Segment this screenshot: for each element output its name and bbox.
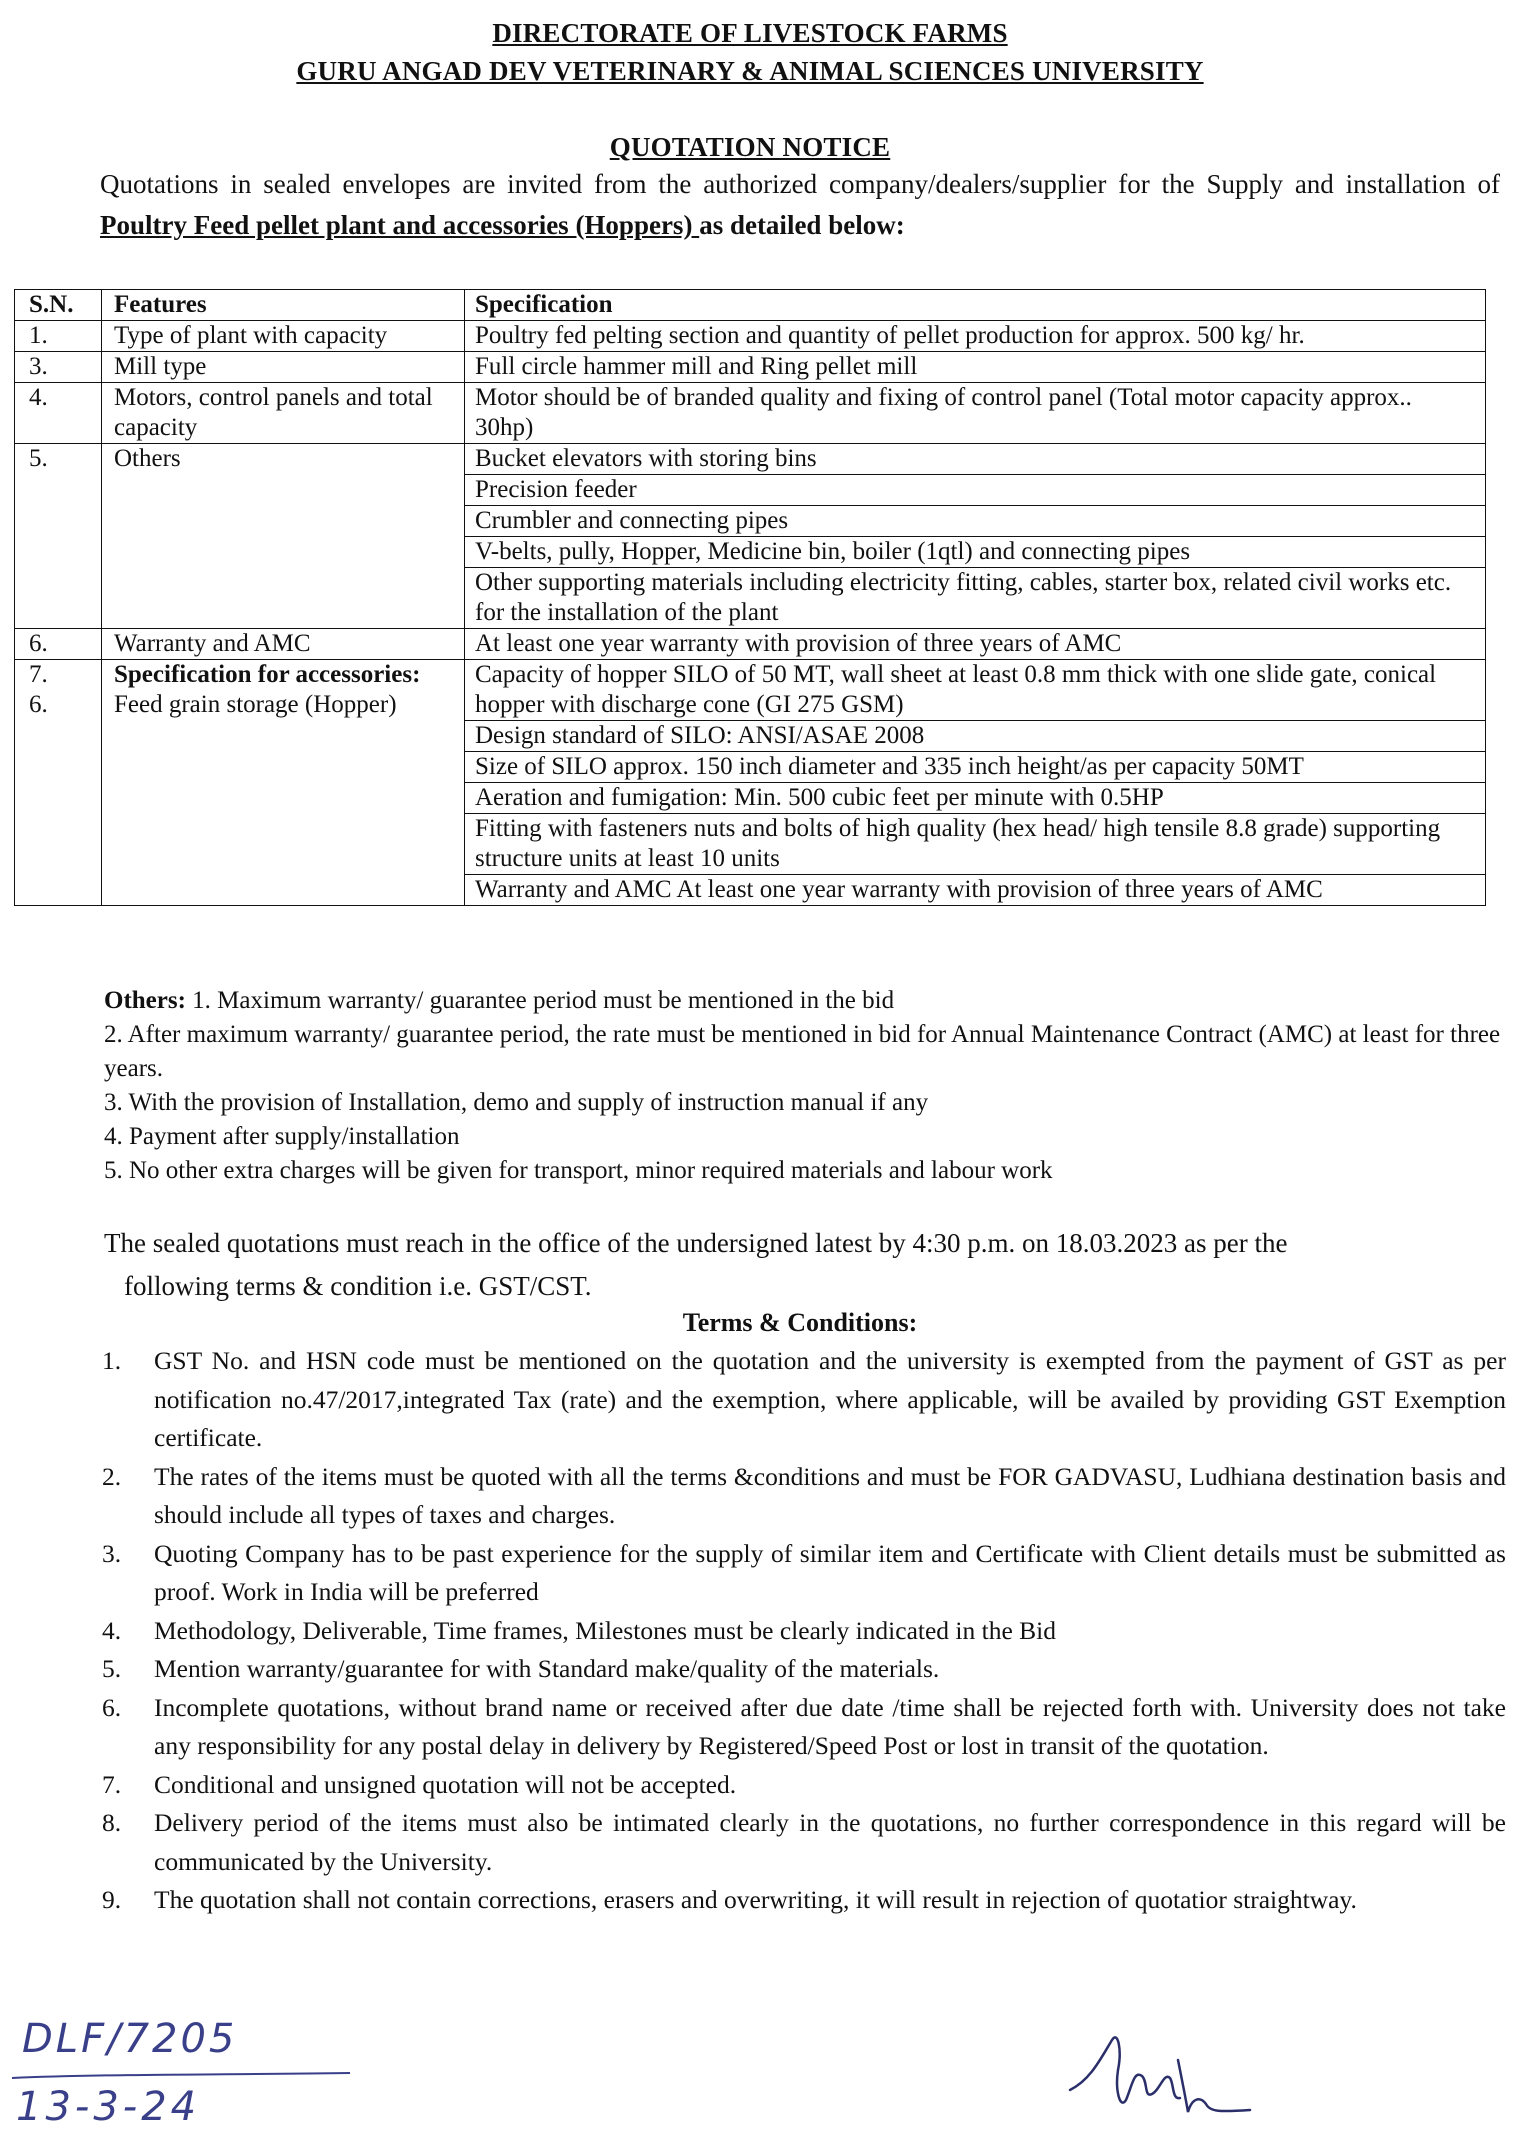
deadline-line-1: The sealed quotations must reach in the office of the undersigned latest by 4:30 p.m. on 18.03.2023 as per the bbox=[104, 1228, 1288, 1258]
table-header-row bbox=[15, 290, 1486, 321]
row-spec: Fitting with fasteners nuts and bolts of high quality (hex head/ high tensile 8.8 grade) supporting structure units at least 10 units bbox=[465, 814, 1486, 875]
row-feature: Others bbox=[102, 444, 465, 629]
row-spec: Full circle hammer mill and Ring pellet mill bbox=[465, 352, 1486, 383]
intro-paragraph bbox=[100, 164, 1500, 246]
term-number: 9. bbox=[102, 1885, 122, 1914]
others-item: 3. With the provision of Installation, demo and supply of instruction manual if any bbox=[104, 1089, 929, 1116]
term-text: The rates of the items must be quoted with all the terms &conditions and must be FOR GADVASU, Ludhiana destination basis and should include all types of taxes and charges. bbox=[154, 1461, 1506, 1529]
signature bbox=[1060, 2020, 1260, 2130]
table-row bbox=[15, 629, 1486, 660]
others-label: Others: bbox=[104, 987, 186, 1014]
list-item bbox=[102, 1881, 1506, 1920]
term-text: Methodology, Deliverable, Time frames, Milestones must be clearly indicated in the Bid bbox=[154, 1615, 1057, 1645]
table-row bbox=[15, 444, 1486, 475]
table-row bbox=[15, 321, 1486, 352]
row-spec: Capacity of hopper SILO of 50 MT, wall sheet at least 0.8 mm thick with one slide gate, conical hopper with discharge cone (GI 275 GSM) bbox=[465, 660, 1486, 721]
row-feature bbox=[102, 660, 465, 906]
row-spec: Size of SILO approx. 150 inch diameter and 335 inch height/as per capacity 50MT bbox=[465, 752, 1486, 783]
term-number: 3. bbox=[102, 1538, 122, 1568]
university-heading: GURU ANGAD DEV VETERINARY & ANIMAL SCIENCES UNIVERSITY bbox=[296, 56, 1204, 86]
term-text: Delivery period of the items must also be intimated clearly in the quotations, no further correspondence in this regard will be communicated by the University. bbox=[154, 1808, 1506, 1876]
row-spec: Precision feeder bbox=[465, 475, 1486, 506]
others-item: 5. No other extra charges will be given for transport, minor required materials and labour work bbox=[104, 1157, 1053, 1184]
list-item bbox=[102, 1650, 1506, 1689]
list-item bbox=[102, 1766, 1506, 1805]
row-spec: Design standard of SILO: ANSI/ASAE 2008 bbox=[465, 721, 1486, 752]
term-number: 6. bbox=[102, 1692, 122, 1722]
deadline-line-2: following terms & condition i.e. GST/CST. bbox=[124, 1271, 592, 1301]
intro-text-after: as detailed below: bbox=[699, 210, 905, 240]
term-number: 8. bbox=[102, 1808, 122, 1837]
handwritten-reference: DLF/7205 bbox=[22, 2016, 238, 2062]
row-feature: Motors, control panels and total capacity bbox=[102, 383, 465, 444]
row-feature: Mill type bbox=[102, 352, 465, 383]
list-item bbox=[102, 1458, 1506, 1535]
row-spec: Poultry fed pelting section and quantity of pellet production for approx. 500 kg/ hr. bbox=[465, 321, 1486, 352]
list-item bbox=[102, 1612, 1506, 1651]
row-spec: V-belts, pully, Hopper, Medicine bin, boiler (1qtl) and connecting pipes bbox=[465, 537, 1486, 568]
row-sn-second: 6. bbox=[29, 691, 48, 718]
list-item bbox=[102, 1689, 1506, 1766]
term-number: 1. bbox=[102, 1346, 122, 1375]
notice-title: QUOTATION NOTICE bbox=[609, 132, 891, 162]
row-sn: 5. bbox=[15, 444, 102, 629]
term-number: 4. bbox=[102, 1615, 122, 1645]
directorate-heading: DIRECTORATE OF LIVESTOCK FARMS bbox=[492, 18, 1008, 48]
row-spec: Motor should be of branded quality and fixing of control panel (Total motor capacity approx.. 30hp) bbox=[465, 383, 1486, 444]
row-sn: 3. bbox=[15, 352, 102, 383]
row-spec: Warranty and AMC At least one year warranty with provision of three years of AMC bbox=[465, 875, 1486, 906]
row-sn: 1. bbox=[15, 321, 102, 352]
list-item bbox=[102, 1804, 1506, 1881]
intro-text-before: Quotations in sealed envelopes are invited from the authorized company/dealers/supplier for the Supply and installation of bbox=[100, 169, 1500, 199]
header-sn: S.N. bbox=[15, 290, 102, 321]
others-item bbox=[104, 984, 1504, 1018]
row-spec: Aeration and fumigation: Min. 500 cubic feet per minute with 0.5HP bbox=[465, 783, 1486, 814]
header-features: Features bbox=[102, 290, 465, 321]
deadline-paragraph bbox=[104, 1222, 1504, 1308]
row-spec: Other supporting materials including electricity fitting, cables, starter box, related civil works etc. for the installation of the plant bbox=[465, 568, 1486, 629]
term-text: Quoting Company has to be past experience for the supply of similar item and Certificate with Client details must be submitted as proof. Work in India will be preferred bbox=[154, 1538, 1506, 1606]
others-section bbox=[104, 984, 1504, 1188]
terms-list bbox=[102, 1342, 1506, 1920]
intro-highlight: Poultry Feed pellet plant and accessories (Hoppers) bbox=[100, 210, 700, 240]
list-item bbox=[102, 1535, 1506, 1612]
others-item: 4. Payment after supply/installation bbox=[104, 1123, 460, 1150]
table-row bbox=[15, 383, 1486, 444]
term-number: 7. bbox=[102, 1769, 122, 1799]
term-text: Incomplete quotations, without brand name or received after due date /time shall be rejected forth with. University does not take any responsibility for any postal delay in delivery by Registered/Speed Post or lost in transit of the quotation. bbox=[154, 1692, 1506, 1760]
row-spec: Bucket elevators with storing bins bbox=[465, 444, 1486, 475]
row-feature: Type of plant with capacity bbox=[102, 321, 465, 352]
handwritten-date: 13-3-24 bbox=[16, 2084, 201, 2130]
row-sn: 6. bbox=[15, 629, 102, 660]
specification-table bbox=[14, 289, 1486, 906]
terms-title: Terms & Conditions: bbox=[682, 1308, 918, 1337]
term-text: The quotation shall not contain corrections, erasers and overwriting, it will result in rejection of quotatior straightway. bbox=[154, 1885, 1357, 1914]
row-feature-rest: Feed grain storage (Hopper) bbox=[114, 691, 397, 718]
term-number: 5. bbox=[102, 1654, 122, 1683]
term-text: Mention warranty/guarantee for with Standard make/quality of the materials. bbox=[154, 1654, 940, 1683]
row-feature: Warranty and AMC bbox=[102, 629, 465, 660]
row-spec: Crumbler and connecting pipes bbox=[465, 506, 1486, 537]
table-row bbox=[15, 660, 1486, 721]
row-spec: At least one year warranty with provision of three years of AMC bbox=[465, 629, 1486, 660]
header-specification: Specification bbox=[465, 290, 1486, 321]
table-row bbox=[15, 352, 1486, 383]
handwritten-underline bbox=[0, 2070, 360, 2084]
row-sn-first: 7. bbox=[29, 661, 48, 688]
term-text: GST No. and HSN code must be mentioned on the quotation and the university is exempted from the payment of GST as per notification no.47/2017,integrated Tax (rate) and the exemption, where applicable, will be availed by providing GST Exemption certificate. bbox=[154, 1346, 1506, 1452]
row-feature-bold: Specification for accessories: bbox=[114, 661, 421, 688]
term-text: Conditional and unsigned quotation will not be accepted. bbox=[154, 1769, 737, 1799]
term-number: 2. bbox=[102, 1461, 122, 1491]
others-item-text: 1. Maximum warranty/ guarantee period must be mentioned in the bid bbox=[185, 987, 895, 1014]
list-item bbox=[102, 1342, 1506, 1458]
row-sn: 4. bbox=[15, 383, 102, 444]
row-sn bbox=[15, 660, 102, 906]
others-item: 2. After maximum warranty/ guarantee period, the rate must be mentioned in bid for Annual Maintenance Contract (AMC) at least for three years. bbox=[104, 1021, 1501, 1082]
